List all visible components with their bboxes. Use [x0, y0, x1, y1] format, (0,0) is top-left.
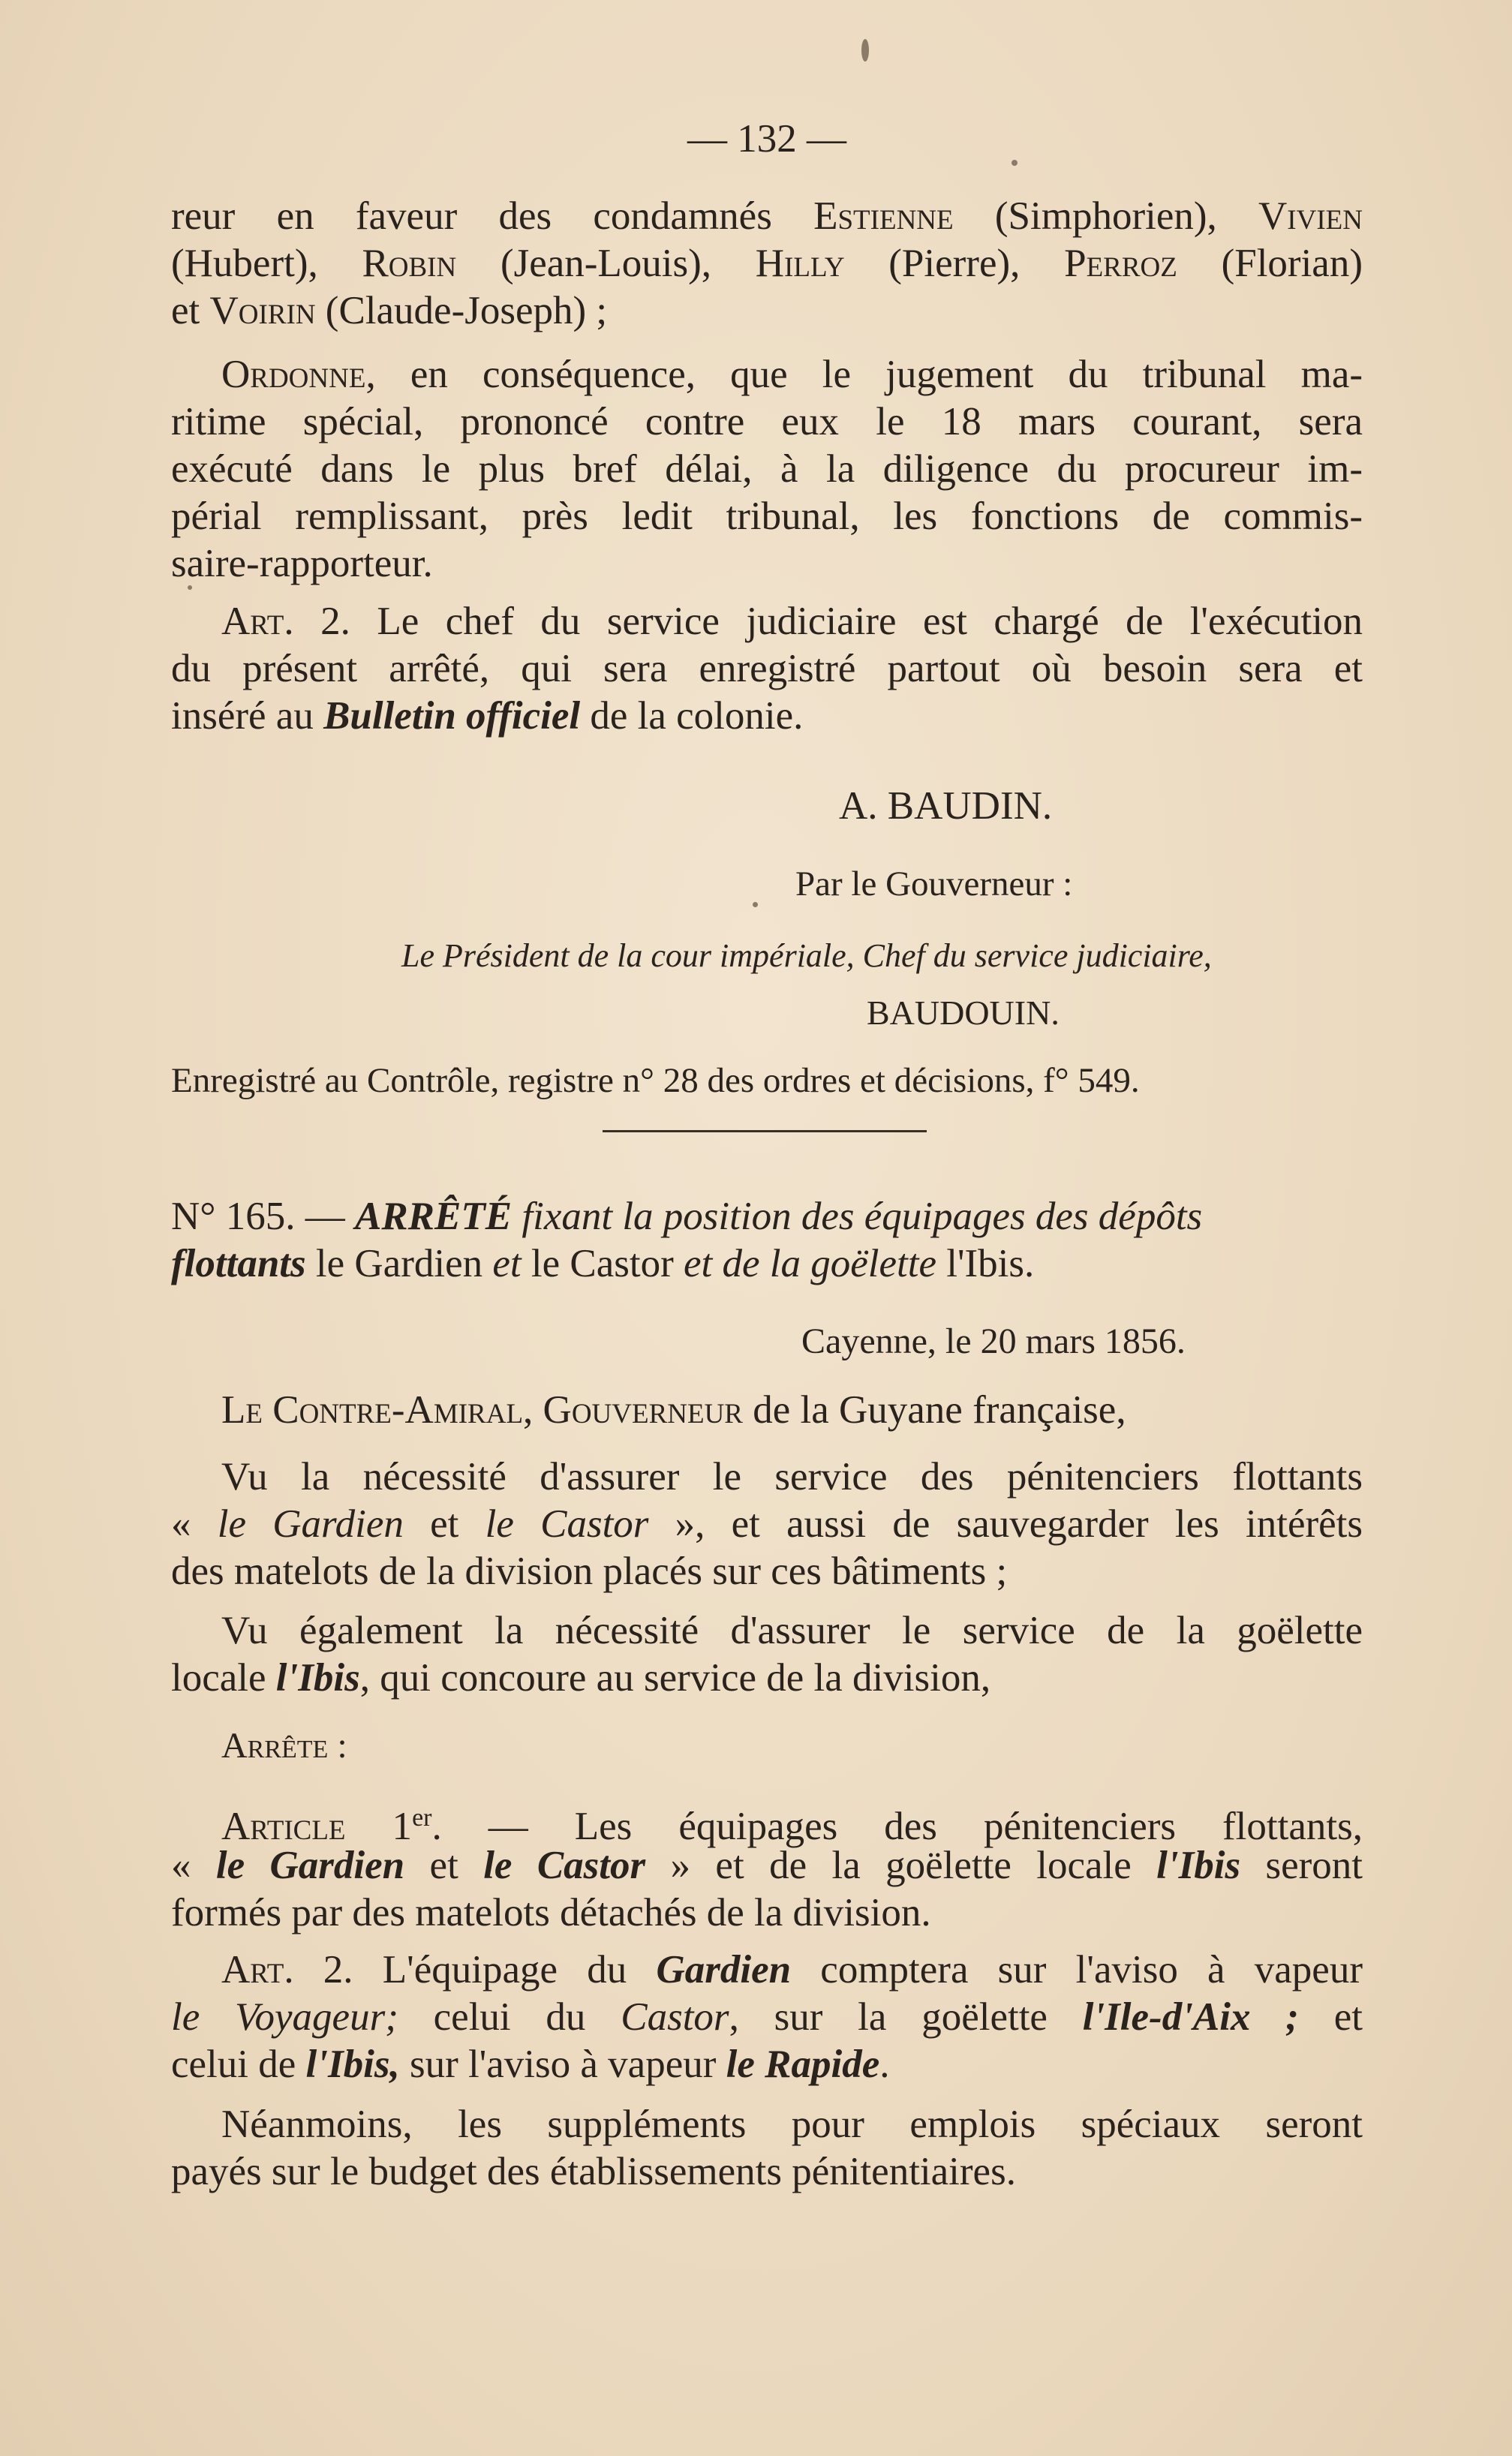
text-line: Vu la nécessité d'assurer le service des pénitenciers flottants: [221, 1455, 1363, 1499]
text-line: périal remplissant, près ledit tribunal, les fonctions de commis-: [171, 495, 1363, 538]
text-line: celui de l'Ibis, sur l'aviso à vapeur le Rapide.: [171, 2043, 890, 2086]
text-line: des matelots de la division placés sur ces bâtiments ;: [171, 1550, 1008, 1593]
signature-president: BAUDOUIN.: [867, 994, 1060, 1032]
text-line: (Hubert), Robin (Jean-Louis), Hilly (Pierre), Perroz (Florian): [171, 242, 1363, 285]
text-line: Le Contre-Amiral, Gouverneur de la Guyane française,: [221, 1388, 1126, 1432]
president-title: Le Président de la cour impériale, Chef du service judiciaire,: [401, 937, 1212, 974]
arrete-title: N° 165. — ARRÊTÉ fixant la position des équipages des dépôts: [171, 1195, 1203, 1238]
place-date: Cayenne, le 20 mars 1856.: [801, 1321, 1186, 1361]
registration-note: Enregistré au Contrôle, registre n° 28 des ordres et décisions, f° 549.: [171, 1061, 1140, 1100]
section-divider: [603, 1130, 927, 1132]
par-le-gouverneur: Par le Gouverneur :: [795, 864, 1073, 903]
text-line: Ordonne, en conséquence, que le jugement du tribunal ma-: [221, 353, 1363, 396]
text-line: Art. 2. L'équipage du Gardien comptera sur l'aviso à vapeur: [221, 1948, 1363, 1992]
text-line: payés sur le budget des établissements pénitentiaires.: [171, 2150, 1016, 2193]
signature-governor: A. BAUDIN.: [839, 784, 1053, 828]
text-line: Néanmoins, les suppléments pour emplois spéciaux seront: [221, 2103, 1363, 2146]
text-line: « le Gardien et le Castor », et aussi de sauvegarder les intérêts: [171, 1502, 1363, 1546]
text-line: saire-rapporteur.: [171, 542, 433, 585]
paper-speck: [753, 902, 758, 907]
text-line: locale l'Ibis, qui concoure au service de la division,: [171, 1656, 991, 1700]
text-line: formés par des matelots détachés de la division.: [171, 1891, 931, 1934]
text-line: ritime spécial, prononcé contre eux le 18 mars courant, sera: [171, 400, 1363, 443]
arrete-keyword: Arrête :: [221, 1726, 347, 1766]
text-line: et Voirin (Claude-Joseph) ;: [171, 289, 608, 332]
page-number: — 132 —: [687, 117, 846, 161]
text-line: Art. 2. Le chef du service judiciaire est chargé de l'exécution: [221, 600, 1363, 643]
paper-speck: [861, 39, 869, 62]
text-line: inséré au Bulletin officiel de la colonie.: [171, 694, 804, 738]
text-line: exécuté dans le plus bref délai, à la diligence du procureur im-: [171, 447, 1363, 491]
text-line: Article 1er. — Les équipages des pénitenciers flottants,: [221, 1804, 1363, 1848]
text-line: Vu également la nécessité d'assurer le service de la goëlette: [221, 1609, 1363, 1652]
text-line: « le Gardien et le Castor » et de la goëlette locale l'Ibis seront: [171, 1844, 1363, 1887]
text-line: le Voyageur; celui du Castor, sur la goëlette l'Ile-d'Aix ; et: [171, 1995, 1363, 2039]
text-line: reur en faveur des condamnés Estienne (Simphorien), Vivien: [171, 194, 1363, 238]
arrete-title-cont: flottants le Gardien et le Castor et de la goëlette l'Ibis.: [171, 1242, 1035, 1285]
text-line: du présent arrêté, qui sera enregistré partout où besoin sera et: [171, 647, 1363, 690]
